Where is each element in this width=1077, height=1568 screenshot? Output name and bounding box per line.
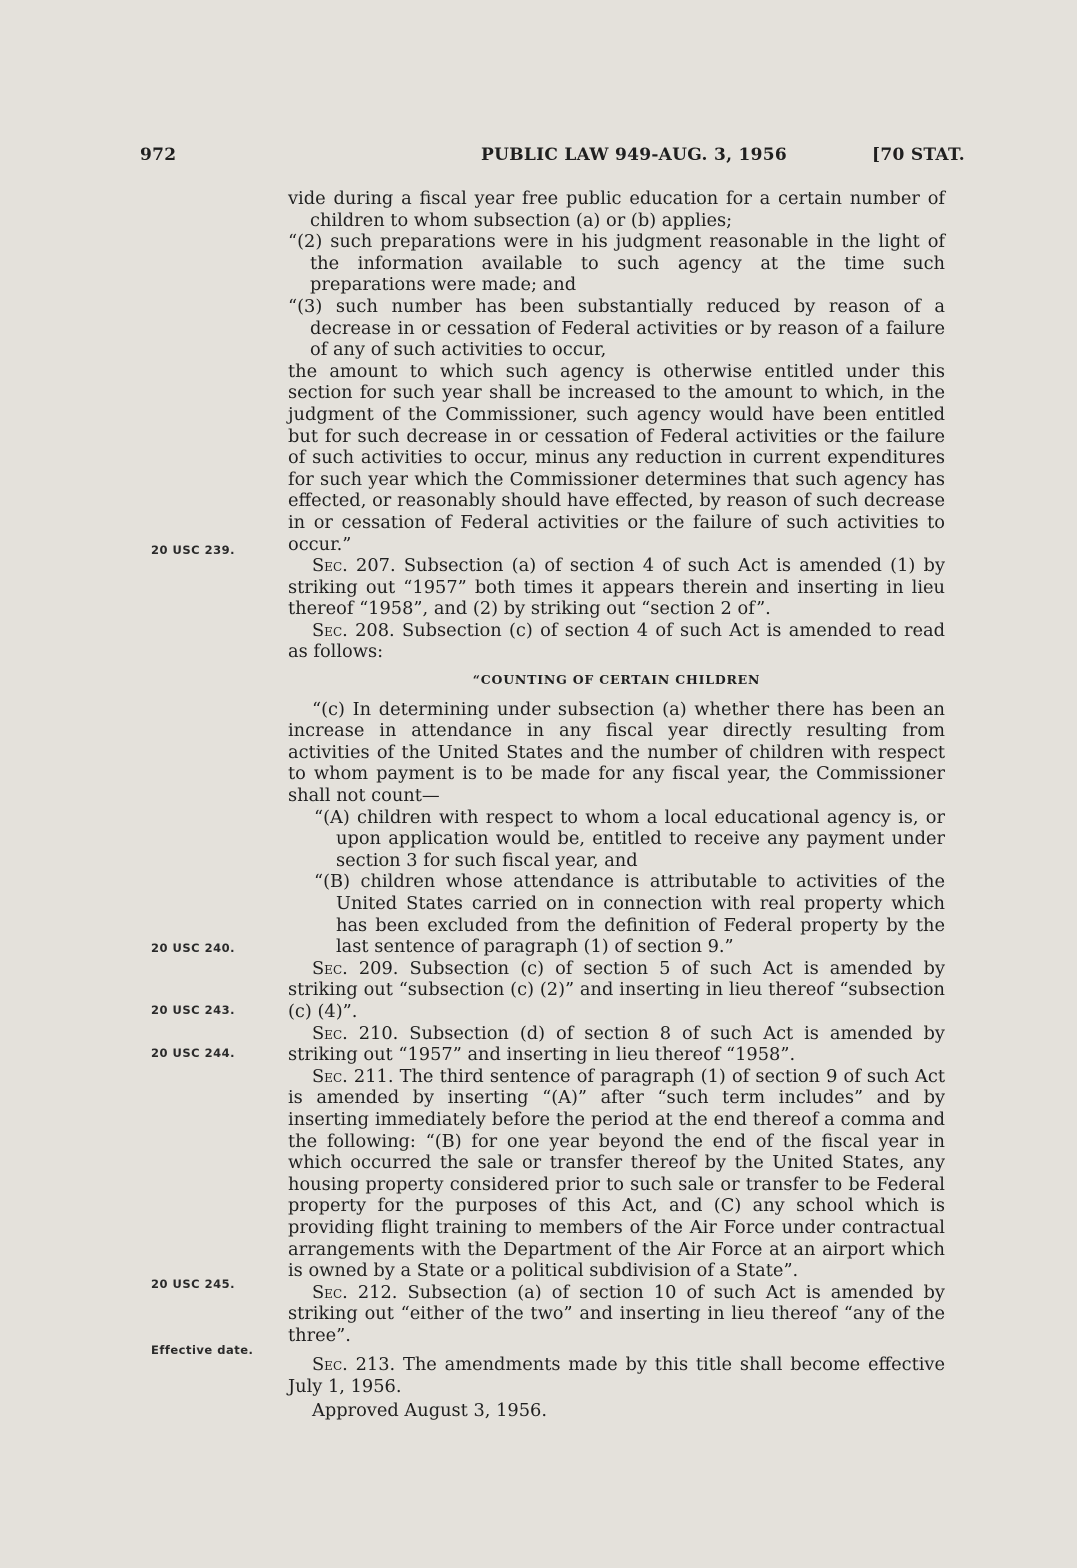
approval-line: Approved August 3, 1956. bbox=[312, 1399, 547, 1421]
section-213-label: Sec. 213. bbox=[312, 1354, 396, 1376]
paragraph-continuation: vide during a fiscal year free public education for a certain number of children to whom subsection (a) or (b) applies; bbox=[288, 188, 945, 231]
section-212 bbox=[288, 1282, 945, 1347]
section-213 bbox=[288, 1354, 945, 1397]
margin-note-20-usc-244: 20 USC 244. bbox=[151, 1046, 235, 1060]
section-heading: “COUNTING OF CERTAIN CHILDREN bbox=[472, 672, 761, 688]
document-body bbox=[288, 188, 945, 1421]
section-208-text: Subsection (c) of section 4 of such Act is amended to read as follows: bbox=[288, 619, 945, 663]
section-211-label: Sec. 211. bbox=[312, 1065, 394, 1087]
section-210-label: Sec. 210. bbox=[312, 1022, 399, 1044]
section-207-label: Sec. 207. bbox=[312, 555, 396, 577]
section-212-text: Subsection (a) of section 10 of such Act is amended by striking out “either of the two” and inserting in lieu thereof “any of the three”. bbox=[288, 1281, 945, 1346]
section-209-text: Subsection (c) of section 5 of such Act is amended by striking out “subsection (c) (2)” and inserting in lieu thereof “subsection (c) (4)”. bbox=[288, 957, 945, 1022]
section-212-label: Sec. 212. bbox=[312, 1281, 398, 1303]
section-207 bbox=[288, 555, 945, 620]
clause-a: “(A) children with respect to whom a local educational agency is, or upon application would be, entitled to receive any payment under section 3 for such fiscal year, and bbox=[314, 806, 945, 871]
margin-note-20-usc-243: 20 USC 243. bbox=[151, 1003, 235, 1017]
margin-note-20-usc-245: 20 USC 245. bbox=[151, 1277, 235, 1291]
clause-3: “(3) such number has been substantially reduced by reason of a decrease in or cessation of Federal activities or by reason of a failure of any of such activities to occur, bbox=[288, 295, 945, 361]
section-208 bbox=[288, 620, 945, 663]
clause-b: “(B) children whose attendance is attributable to activities of the United States carried on in connection with real property which has been excluded from the definition of Federal property by the last sentence of paragraph (1) of section 9.” bbox=[314, 871, 945, 958]
section-208-label: Sec. 208. bbox=[312, 619, 395, 641]
paragraph-amount: the amount to which such agency is otherwise entitled under this section for such year shall be increased to the amount to which, in the judgment of the Commissioner, such agency would have been entitled but for such decrease in or cessation of Federal activities or the failure of such activities to occur, minus any reduction in current expenditures for such year which the Commissioner determines that such agency has effected, or reasonably should have effected, by reason of such decrease in or cessation of Federal activities or the failure of such activities to occur.” bbox=[288, 360, 945, 555]
section-209 bbox=[288, 958, 945, 1023]
section-213-text: The amendments made by this title shall become effective July 1, 1956. bbox=[288, 1354, 945, 1398]
running-title: PUBLIC LAW 949-AUG. 3, 1956 bbox=[481, 145, 788, 165]
margin-note-20-usc-240: 20 USC 240. bbox=[151, 941, 235, 955]
margin-note-effective-date: Effective date. bbox=[151, 1343, 254, 1357]
section-209-label: Sec. 209. bbox=[312, 957, 399, 979]
section-211 bbox=[288, 1066, 945, 1282]
clause-2: “(2) such preparations were in his judgment reasonable in the light of the information available to such agency at the time such preparations were made; and bbox=[288, 231, 945, 296]
page-number: 972 bbox=[140, 145, 177, 165]
subsection-c: “(c) In determining under subsection (a) whether there has been an increase in attendance in any fiscal year directly resulting from activities of the United States and the number of children with respect to whom payment is to be made for any fiscal year, the Commissioner shall not count— bbox=[288, 698, 945, 807]
section-207-text: Subsection (a) of section 4 of such Act is amended (1) by striking out “1957” both times it appears therein and inserting in lieu thereof “1958”, and (2) by striking out “section 2 of”. bbox=[288, 555, 945, 620]
statute-reference: [70 STAT. bbox=[872, 145, 965, 165]
margin-note-20-usc-239: 20 USC 239. bbox=[151, 543, 235, 557]
section-210-text: Subsection (d) of section 8 of such Act is amended by striking out “1957” and inserting in lieu thereof “1958”. bbox=[288, 1022, 945, 1066]
section-210 bbox=[288, 1023, 945, 1066]
section-211-text: The third sentence of paragraph (1) of section 9 of such Act is amended by inserting “(A)” after “such term includes” and by inserting immediately before the period at the end thereof a comma and the following: “(B) for one year beyond the end of the fiscal year in which occurred the sale or transfer thereof by the United States, any housing property considered prior to such sale or transfer to be Federal property for the purposes of this Act, and (C) any school which is providing flight training to members of the Air Force under contractual arrangements with the Department of the Air Force at an airport which is owned by a State or a political subdivision of a State”. bbox=[288, 1065, 945, 1282]
